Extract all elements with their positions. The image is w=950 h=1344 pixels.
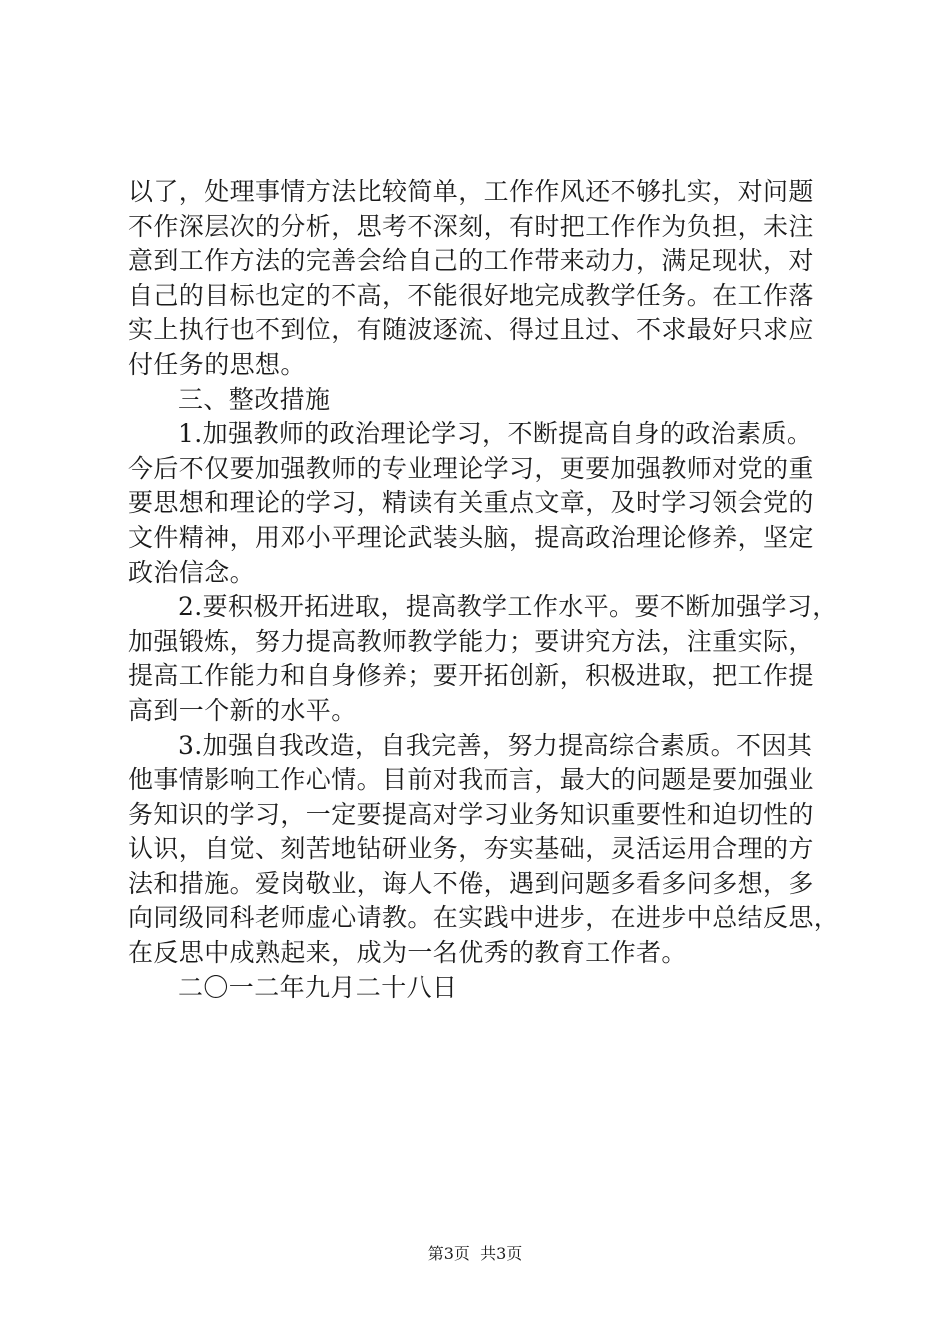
text-line: 他事情影响工作心情。目前对我而言，最大的问题是要加强业: [128, 765, 814, 795]
page-footer: [0, 1244, 950, 1264]
text-line: 不作深层次的分析，思考不深刻，有时把工作作为负担，未注: [128, 211, 814, 241]
text-line: 高到一个新的水平。: [128, 695, 357, 725]
text-line: 今后不仅要加强教师的专业理论学习，更要加强教师对党的重: [128, 453, 814, 483]
text-line: 2.要积极开拓进取，提高教学工作水平。要不断加强学习，: [178, 592, 838, 622]
text-line: 在反思中成熟起来，成为一名优秀的教育工作者。: [128, 938, 687, 968]
text-line: 向同级同科老师虚心请教。在实践中进步，在进步中总结反思，: [128, 903, 840, 933]
section-heading: 三、整改措施: [178, 384, 331, 414]
text-line: 意到工作方法的完善会给自己的工作带来动力，满足现状，对: [128, 246, 814, 276]
text-line: 1.加强教师的政治理论学习，不断提高自身的政治素质。: [178, 419, 813, 449]
text-line: 法和措施。爱岗敬业，诲人不倦，遇到问题多看多问多想，多: [128, 868, 814, 898]
text-line: 自己的目标也定的不高，不能很好地完成教学任务。在工作落: [128, 280, 814, 310]
text-line: 文件精神，用邓小平理论武装头脑，提高政治理论修养，坚定: [128, 522, 814, 552]
text-line: 3.加强自我改造，自我完善，努力提高综合素质。不因其: [178, 730, 813, 760]
text-line: 要思想和理论的学习，精读有关重点文章，及时学习领会党的: [128, 488, 814, 518]
document-date: 二〇一二年九月二十八日: [178, 972, 458, 1002]
text-line: 加强锻炼，努力提高教师教学能力；要讲究方法，注重实际，: [128, 626, 814, 656]
text-line: 提高工作能力和自身修养；要开拓创新，积极进取，把工作提: [128, 661, 814, 691]
text-line: 以了，处理事情方法比较简单，工作作风还不够扎实，对问题: [128, 177, 814, 206]
text-line: 付任务的思想。: [128, 349, 306, 379]
page-number: 第3页 共3页: [427, 1244, 523, 1263]
text-line: 政治信念。: [128, 557, 256, 587]
text-line: 务知识的学习，一定要提高对学习业务知识重要性和迫切性的: [128, 799, 814, 829]
text-line: 实上执行也不到位，有随波逐流、得过且过、不求最好只求应: [128, 315, 814, 345]
text-line: 认识，自觉、刻苦地钻研业务，夯实基础，灵活运用合理的方: [128, 834, 814, 864]
document-body: [128, 175, 840, 1005]
